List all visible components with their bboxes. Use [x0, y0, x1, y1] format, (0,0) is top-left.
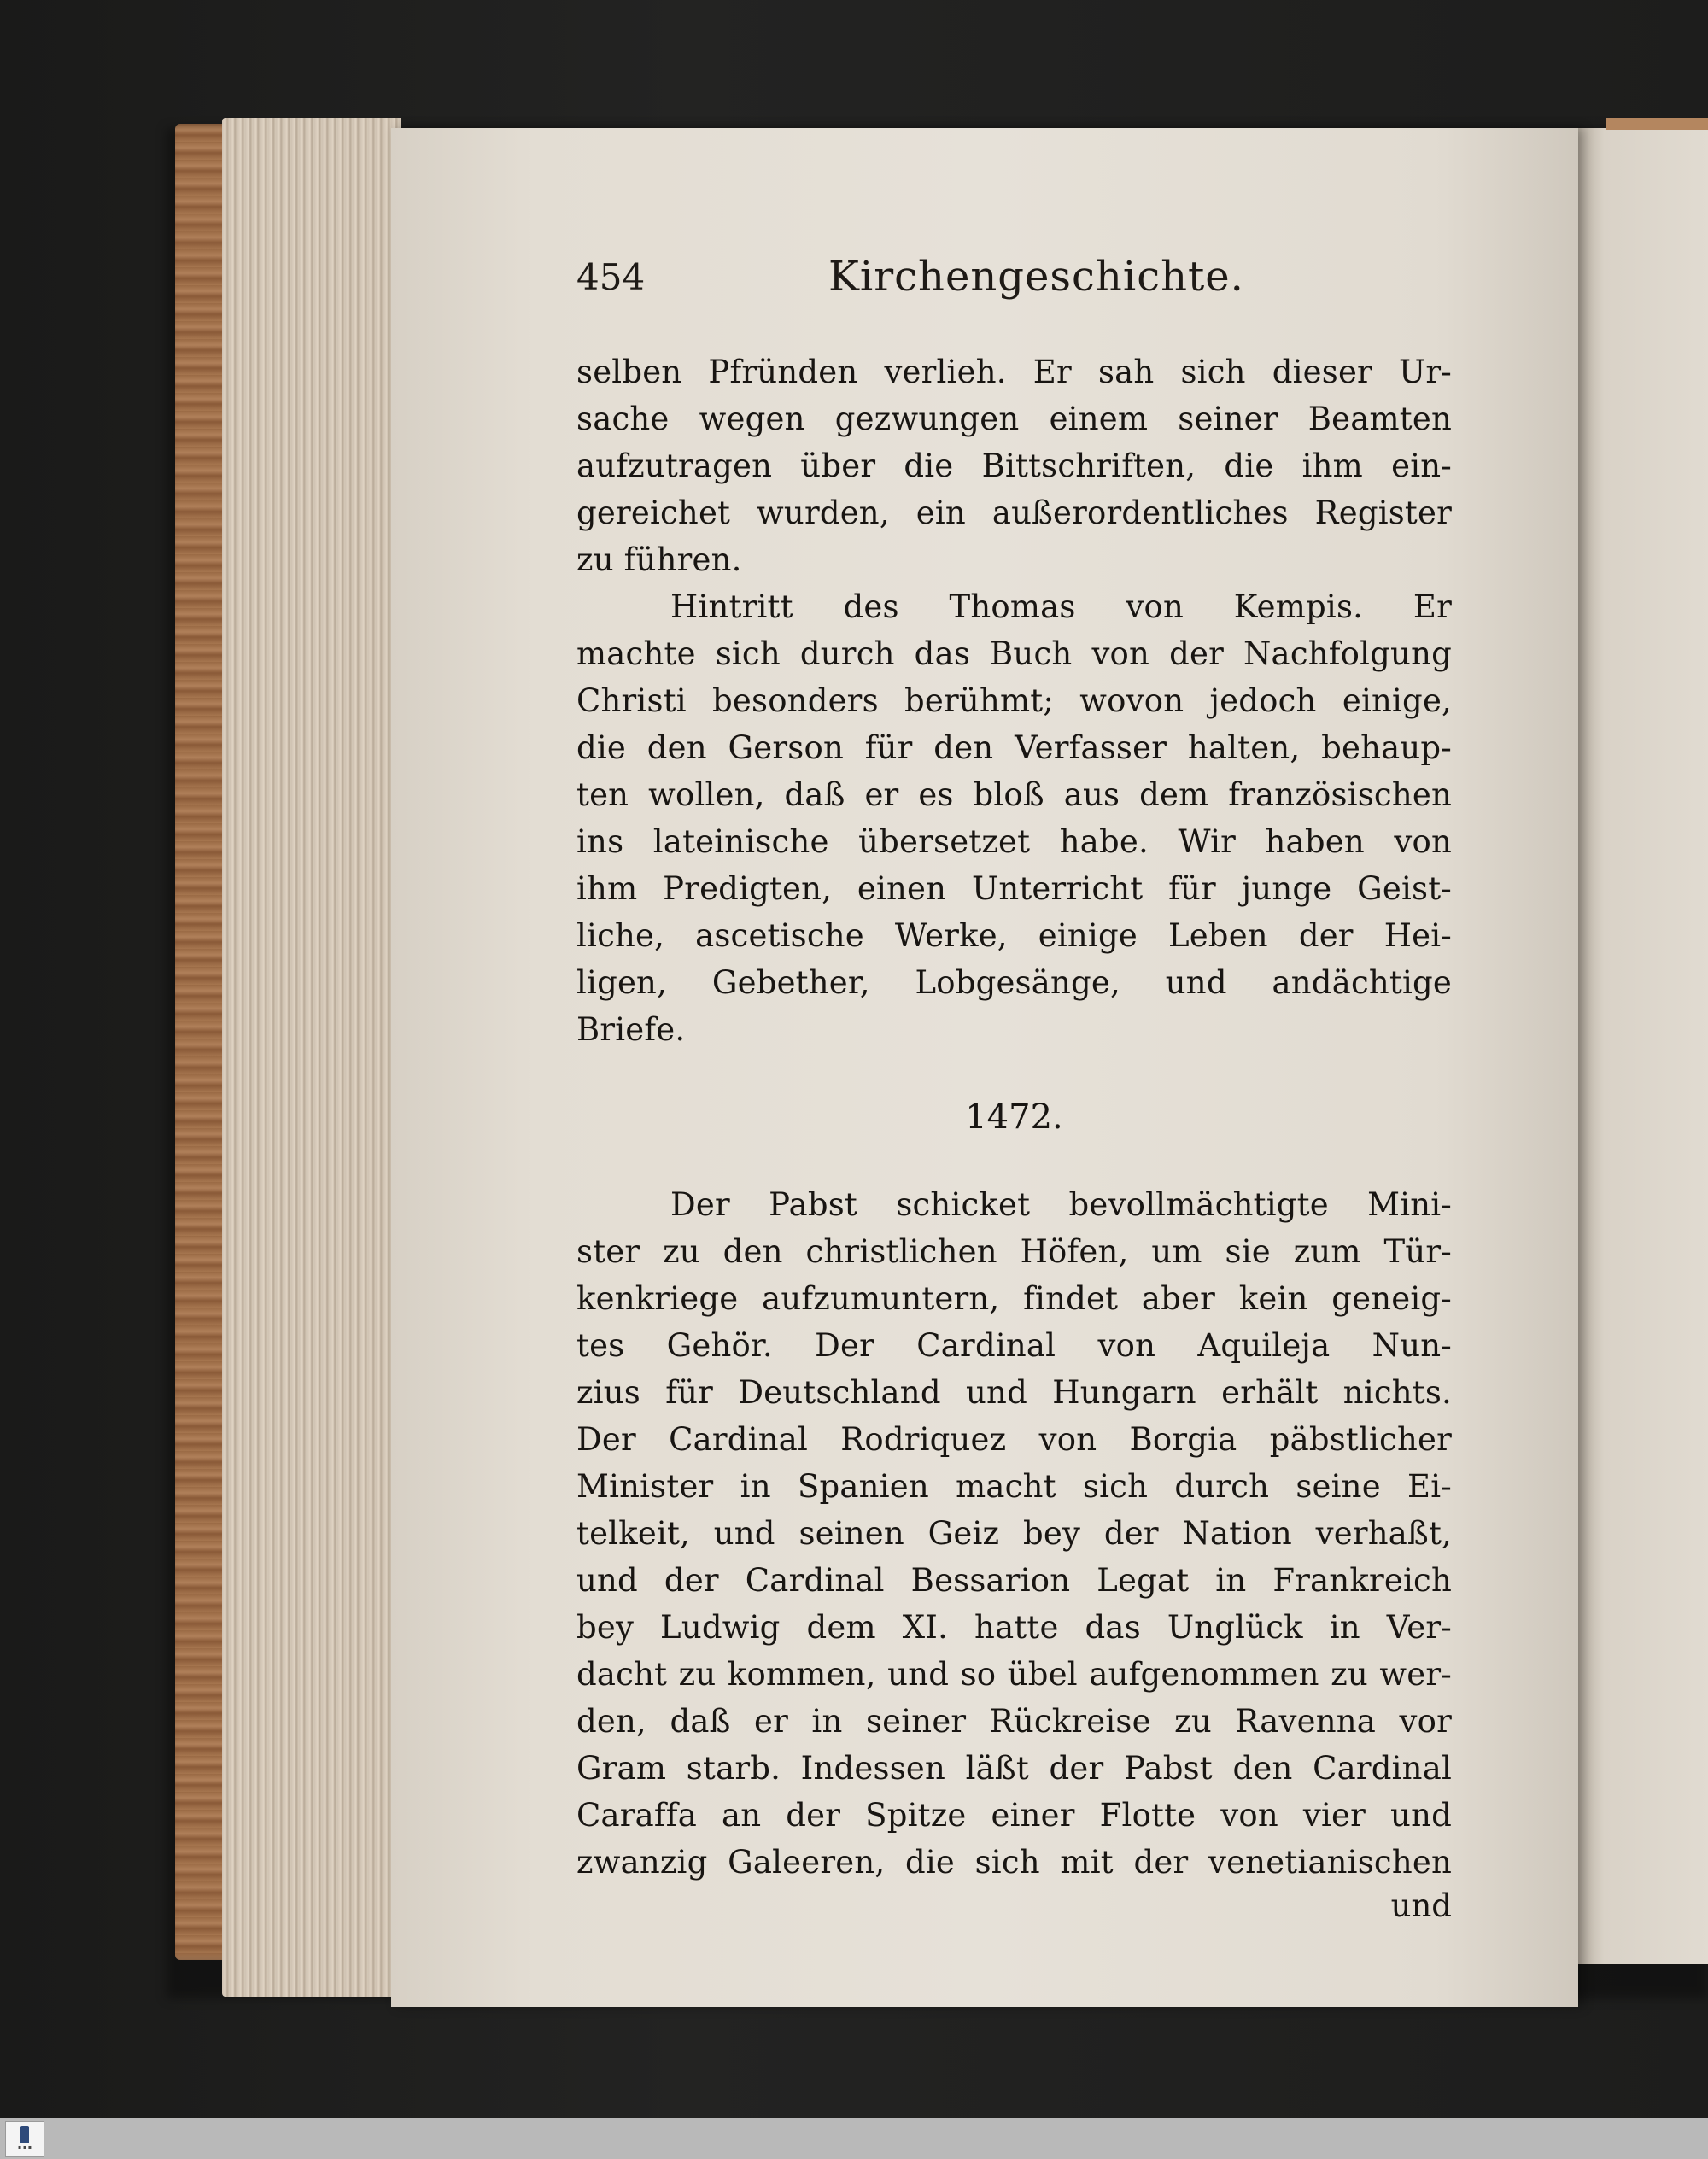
- year-heading: 1472.: [965, 1097, 1063, 1137]
- text-line: sache wegen gezwungen einem seiner Beamten: [576, 401, 1452, 437]
- text-line: tes Gehör. Der Cardinal von Aquileja Nun-: [576, 1327, 1452, 1364]
- text-line: den, daß er in seiner Rückreise zu Ravenna vor: [576, 1703, 1452, 1740]
- catchword: und: [1390, 1887, 1452, 1924]
- page-header: [576, 253, 1452, 307]
- page-number: 454: [576, 256, 646, 298]
- text-line: ihm Predigten, einen Unterricht für junge Geist-: [576, 870, 1452, 907]
- page-stack-edges: [222, 118, 401, 1997]
- text-line: zu führen.: [576, 541, 742, 578]
- text-line: ligen, Gebether, Lobgesänge, und andächtige: [576, 964, 1452, 1001]
- text-line: Hintritt des Thomas von Kempis. Er: [670, 588, 1452, 625]
- text-line: liche, ascetische Werke, einige Leben der Hei-: [576, 917, 1452, 954]
- text-line: selben Pfründen verlieh. Er sah sich dieser Ur-: [576, 354, 1452, 390]
- library-logo-icon: [20, 2126, 29, 2143]
- text-line: Minister in Spanien macht sich durch seine Ei-: [576, 1468, 1452, 1505]
- text-line: dacht zu kommen, und so übel aufgenommen zu wer-: [576, 1656, 1452, 1693]
- text-line: und der Cardinal Bessarion Legat in Frankreich: [576, 1562, 1452, 1599]
- text-line: zwanzig Galeeren, die sich mit der venetianischen: [576, 1844, 1452, 1881]
- text-line: bey Ludwig dem XI. hatte das Unglück in Ver-: [576, 1609, 1452, 1646]
- viewer-footer-bar: [0, 2118, 1708, 2159]
- text-line: Der Cardinal Rodriquez von Borgia päbstlicher: [576, 1421, 1452, 1458]
- text-line: ster zu den christlichen Höfen, um sie zum Tür-: [576, 1233, 1452, 1270]
- text-line: ten wollen, daß er es bloß aus dem französischen: [576, 776, 1452, 813]
- text-line: die den Gerson für den Verfasser halten, behaup-: [576, 729, 1452, 766]
- text-line: kenkriege aufzumuntern, findet aber kein geneig-: [576, 1280, 1452, 1317]
- text-line: telkeit, und seinen Geiz bey der Nation verhaßt,: [576, 1515, 1452, 1552]
- text-line: Caraffa an der Spitze einer Flotte von vier und: [576, 1797, 1452, 1834]
- text-line: Christi besonders berühmt; wovon jedoch einige,: [576, 682, 1452, 719]
- text-line: zius für Deutschland und Hungarn erhält nichts.: [576, 1374, 1452, 1411]
- text-line: Briefe.: [576, 1011, 686, 1048]
- text-line: machte sich durch das Buch von der Nachfolgung: [576, 635, 1452, 672]
- text-line: aufzutragen über die Bittschriften, die ihm ein-: [576, 448, 1452, 484]
- text-line: ins lateinische übersetzet habe. Wir haben von: [576, 823, 1452, 860]
- library-logo-lettering: ▪ ▪ ▪: [17, 2144, 32, 2150]
- library-logo[interactable]: [5, 2121, 44, 2157]
- facing-page: [1578, 128, 1708, 1964]
- text-line: gereichet wurden, ein außerordentliches Register: [576, 494, 1452, 531]
- text-line: Der Pabst schicket bevollmächtigte Mini-: [670, 1186, 1452, 1223]
- text-line: Gram starb. Indessen läßt der Pabst den Cardinal: [576, 1750, 1452, 1787]
- running-head: Kirchengeschichte.: [828, 253, 1244, 301]
- facing-cover-edge: [1606, 118, 1708, 130]
